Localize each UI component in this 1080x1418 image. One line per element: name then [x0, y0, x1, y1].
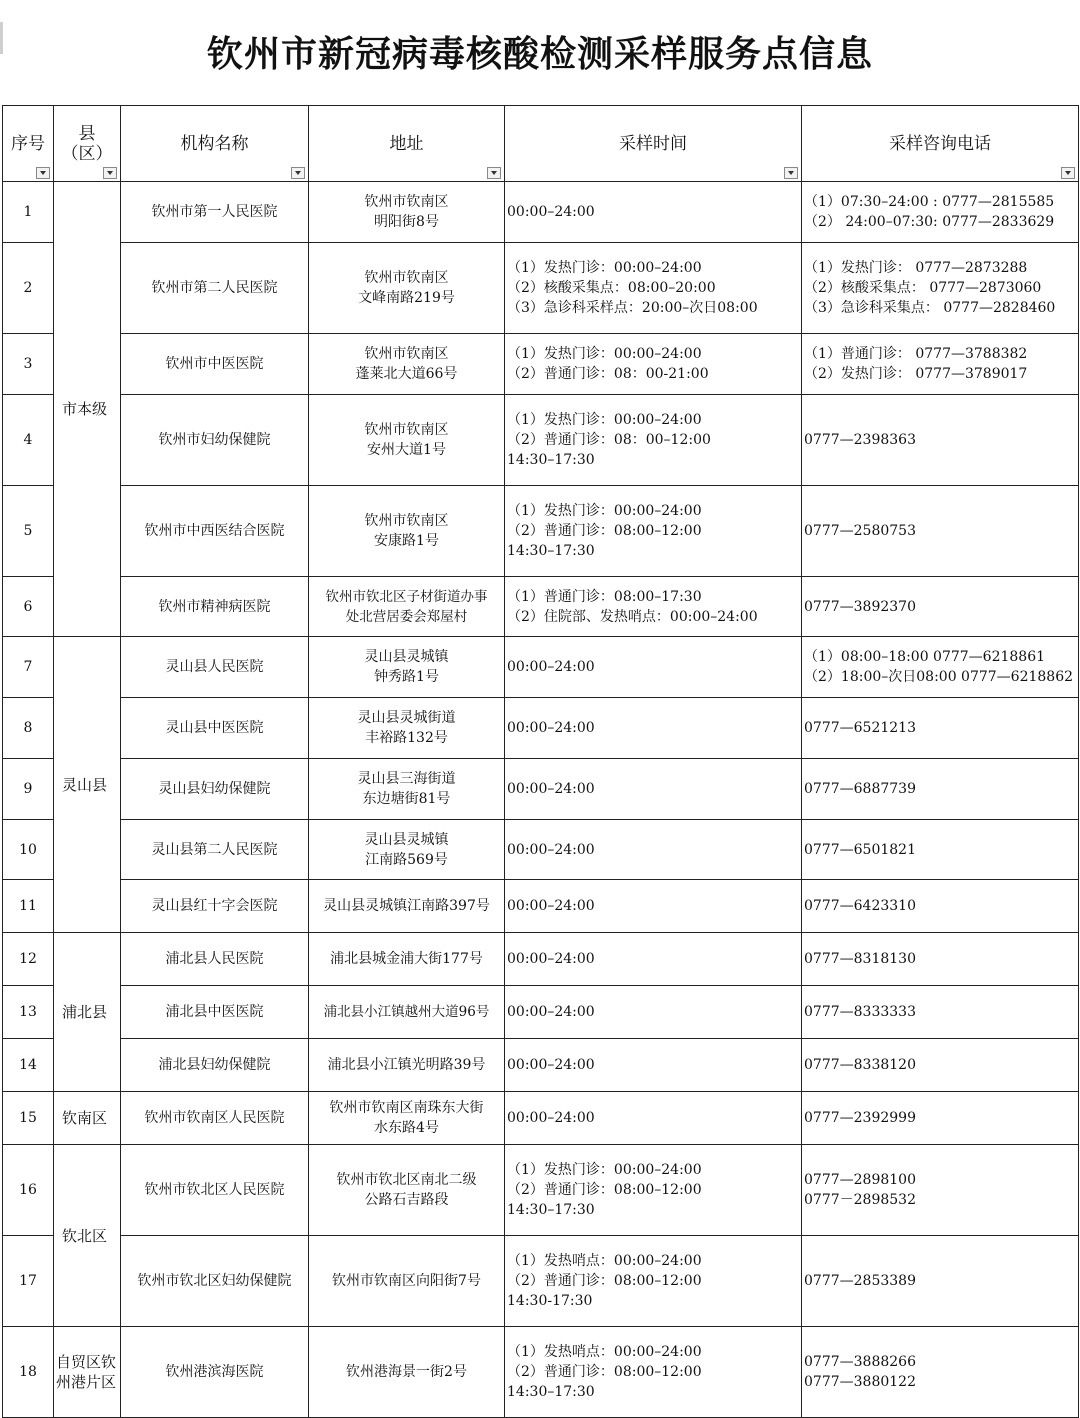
cell-address: 钦州市钦南区 明阳街8号	[309, 182, 505, 243]
cell-phone: 0777—6501821	[802, 820, 1079, 880]
cell-name: 钦州市钦南区人民医院	[121, 1092, 309, 1145]
cell-time: 00:00–24:00	[505, 698, 802, 759]
table-row	[3, 698, 1079, 759]
cell-time: （1）发热哨点：00:00–24:00 （2）普通门诊：08:00–12:00 14:30-17:30	[505, 1236, 802, 1327]
cell-seq: 9	[3, 759, 54, 820]
cell-address: 浦北县小江镇光明路39号	[309, 1039, 505, 1092]
cell-name: 灵山县红十字会医院	[121, 880, 309, 933]
cell-seq: 18	[3, 1327, 54, 1418]
cell-name: 灵山县妇幼保健院	[121, 759, 309, 820]
cell-time: 00:00–24:00	[505, 1039, 802, 1092]
cell-county: 浦北县	[54, 933, 121, 1092]
cell-name: 灵山县第二人民医院	[121, 820, 309, 880]
page-title: 钦州市新冠病毒核酸检测采样服务点信息	[206, 33, 873, 75]
cell-seq: 11	[3, 880, 54, 933]
cell-address: 钦州港海景一街2号	[309, 1327, 505, 1418]
cell-phone: （1）普通门诊： 0777—3788382 （2）发热门诊： 0777—3789017	[802, 334, 1079, 395]
cell-seq: 13	[3, 986, 54, 1039]
cell-name: 钦州市精神病医院	[121, 577, 309, 637]
cell-phone: 0777—3888266 0777—3880122	[802, 1327, 1079, 1418]
cell-seq: 2	[3, 243, 54, 334]
cell-phone: 0777—2853389	[802, 1236, 1079, 1327]
cell-name: 钦州港滨海医院	[121, 1327, 309, 1418]
cell-phone: （1）07:30–24:00 : 0777—2815585 （2） 24:00–07:30: 0777—2833629	[802, 182, 1079, 243]
header-name-label: 机构名称	[180, 133, 249, 154]
cell-name: 钦州市钦北区人民医院	[121, 1145, 309, 1236]
cell-address: 灵山县三海街道 东边塘街81号	[309, 759, 505, 820]
header-phone	[802, 106, 1079, 182]
cell-phone: 0777—6887739	[802, 759, 1079, 820]
table-row	[3, 577, 1079, 637]
cell-seq: 10	[3, 820, 54, 880]
cell-name: 钦州市第二人民医院	[121, 243, 309, 334]
header-address	[309, 106, 505, 182]
cell-time: （1）普通门诊：08:00–17:30 （2）住院部、发热哨点：00:00–24:00	[505, 577, 802, 637]
filter-dropdown-icon[interactable]	[784, 167, 798, 179]
cell-phone: （1）发热门诊： 0777—2873288 （2）核酸采集点： 0777—2873060 （3）急诊科采集点： 0777—2828460	[802, 243, 1079, 334]
cell-phone: 0777—3892370	[802, 577, 1079, 637]
cell-phone: 0777—6423310	[802, 880, 1079, 933]
header-phone-label: 采样咨询电话	[889, 133, 991, 154]
cell-seq: 16	[3, 1145, 54, 1236]
cell-phone: 0777—8338120	[802, 1039, 1079, 1092]
cell-time: 00:00–24:00	[505, 820, 802, 880]
cell-phone: 0777—6521213	[802, 698, 1079, 759]
cell-name: 浦北县人民医院	[121, 933, 309, 986]
table-row	[3, 759, 1079, 820]
cell-time: 00:00–24:00	[505, 759, 802, 820]
header-name	[121, 106, 309, 182]
cell-seq: 7	[3, 637, 54, 698]
cell-address: 浦北县小江镇越州大道96号	[309, 986, 505, 1039]
cell-address: 钦州市钦南区南珠东大街 水东路4号	[309, 1092, 505, 1145]
cell-phone: 0777—2398363	[802, 395, 1079, 486]
cell-phone: （1）08:00–18:00 0777—6218861 （2）18:00–次日08:00 0777—6218862	[802, 637, 1079, 698]
table-row	[3, 1236, 1079, 1327]
cell-name: 钦州市妇幼保健院	[121, 395, 309, 486]
cell-address: 浦北县城金浦大街177号	[309, 933, 505, 986]
cell-phone: 0777—8333333	[802, 986, 1079, 1039]
cell-time: 00:00–24:00	[505, 933, 802, 986]
cell-name: 钦州市中西医结合医院	[121, 486, 309, 577]
cell-name: 浦北县妇幼保健院	[121, 1039, 309, 1092]
table-row	[3, 1327, 1079, 1418]
cell-phone: 0777—2392999	[802, 1092, 1079, 1145]
cell-county: 钦南区	[54, 1092, 121, 1145]
cell-time: 00:00–24:00	[505, 986, 802, 1039]
table-row	[3, 395, 1079, 486]
cell-seq: 15	[3, 1092, 54, 1145]
cell-address: 钦州市钦南区 文峰南路219号	[309, 243, 505, 334]
cell-county: 自贸区钦 州港片区	[54, 1327, 121, 1418]
cell-address: 钦州市钦北区子材街道办事 处北营居委会郑屋村	[309, 577, 505, 637]
header-county-label: 县 （区）	[61, 123, 113, 164]
filter-dropdown-icon[interactable]	[36, 167, 50, 179]
header-seq	[3, 106, 54, 182]
table-row	[3, 243, 1079, 334]
filter-dropdown-icon[interactable]	[487, 167, 501, 179]
cell-address: 钦州市钦北区南北二级 公路石吉路段	[309, 1145, 505, 1236]
table-row	[3, 182, 1079, 243]
filter-dropdown-icon[interactable]	[1061, 167, 1075, 179]
cell-seq: 3	[3, 334, 54, 395]
table-row	[3, 986, 1079, 1039]
header-time	[505, 106, 802, 182]
header-seq-label: 序号	[11, 133, 45, 154]
cell-name: 钦州市第一人民医院	[121, 182, 309, 243]
table-row	[3, 1145, 1079, 1236]
cell-time: （1）发热门诊：00:00–24:00 （2）普通门诊：08:00–12:00 14:30–17:30	[505, 486, 802, 577]
cell-seq: 12	[3, 933, 54, 986]
cell-time: （1）发热门诊：00:00–24:00 （2）普通门诊：08：00–12:00 14:30–17:30	[505, 395, 802, 486]
header-county	[54, 106, 121, 182]
cell-name: 钦州市中医医院	[121, 334, 309, 395]
cell-time: （1）发热哨点：00:00–24:00 （2）普通门诊：08:00–12:00 14:30–17:30	[505, 1327, 802, 1418]
table-row	[3, 933, 1079, 986]
cell-name: 灵山县人民医院	[121, 637, 309, 698]
cell-address: 钦州市钦南区 安州大道1号	[309, 395, 505, 486]
filter-dropdown-icon[interactable]	[291, 167, 305, 179]
cell-time: （1）发热门诊：00:00–24:00 （2）普通门诊：08：00-21:00	[505, 334, 802, 395]
table-row	[3, 486, 1079, 577]
cell-county: 灵山县	[54, 637, 121, 933]
table-row	[3, 1039, 1079, 1092]
cell-time: （1）发热门诊：00:00–24:00 （2）核酸采集点：08:00–20:00 （3）急诊科采样点：20:00–次日08:00	[505, 243, 802, 334]
cell-address: 灵山县灵城镇江南路397号	[309, 880, 505, 933]
header-row	[3, 106, 1079, 182]
cell-time: 00:00–24:00	[505, 1092, 802, 1145]
cell-county: 市本级	[54, 182, 121, 637]
cell-name: 灵山县中医医院	[121, 698, 309, 759]
filter-dropdown-icon[interactable]	[103, 167, 117, 179]
cell-seq: 17	[3, 1236, 54, 1327]
cell-county: 钦北区	[54, 1145, 121, 1327]
table-row	[3, 334, 1079, 395]
cell-seq: 6	[3, 577, 54, 637]
cell-name: 浦北县中医医院	[121, 986, 309, 1039]
cell-phone: 0777—2898100 0777－2898532	[802, 1145, 1079, 1236]
cell-seq: 4	[3, 395, 54, 486]
cell-time: 00:00–24:00	[505, 182, 802, 243]
cell-seq: 8	[3, 698, 54, 759]
cell-time: 00:00–24:00	[505, 637, 802, 698]
table-row	[3, 1092, 1079, 1145]
cell-address: 灵山县灵城街道 丰裕路132号	[309, 698, 505, 759]
cell-name: 钦州市钦北区妇幼保健院	[121, 1236, 309, 1327]
header-time-label: 采样时间	[619, 133, 687, 154]
cell-seq: 1	[3, 182, 54, 243]
cell-address: 钦州市钦南区 安康路1号	[309, 486, 505, 577]
cell-seq: 14	[3, 1039, 54, 1092]
cell-phone: 0777—2580753	[802, 486, 1079, 577]
cell-seq: 5	[3, 486, 54, 577]
cell-time: 00:00–24:00	[505, 880, 802, 933]
header-address-label: 地址	[389, 133, 424, 154]
sampling-sites-table	[2, 105, 1079, 1418]
cell-address: 钦州市钦南区向阳街7号	[309, 1236, 505, 1327]
table-row	[3, 820, 1079, 880]
table-row	[3, 637, 1079, 698]
cell-address: 灵山县灵城镇 江南路569号	[309, 820, 505, 880]
cell-time: （1）发热门诊：00:00–24:00 （2）普通门诊：08:00–12:00 14:30–17:30	[505, 1145, 802, 1236]
cell-phone: 0777—8318130	[802, 933, 1079, 986]
table-row	[3, 880, 1079, 933]
cell-address: 钦州市钦南区 蓬莱北大道66号	[309, 334, 505, 395]
cell-address: 灵山县灵城镇 钟秀路1号	[309, 637, 505, 698]
